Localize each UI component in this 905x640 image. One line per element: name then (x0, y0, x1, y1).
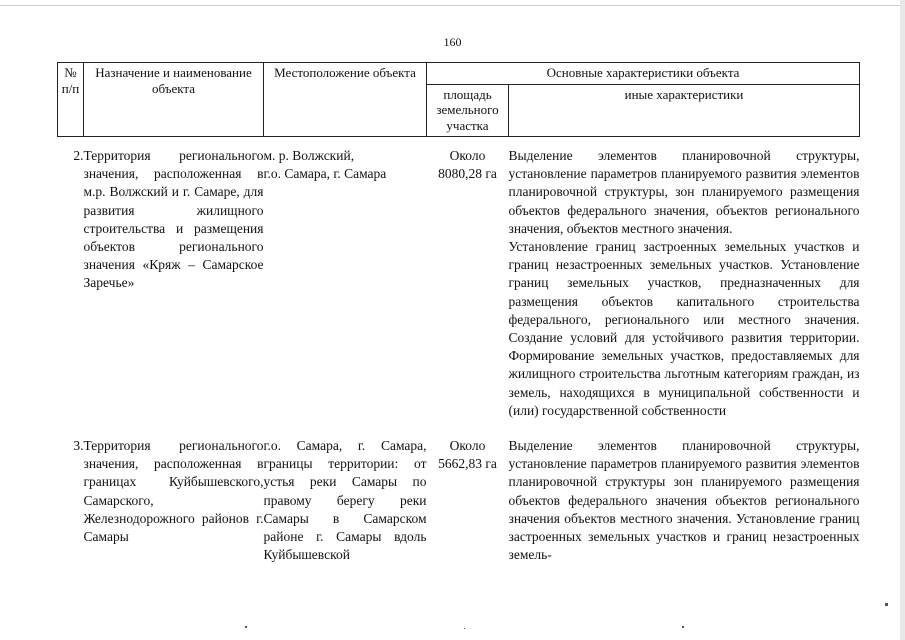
scan-speck (682, 626, 684, 628)
object-location (264, 137, 427, 421)
object-area (427, 137, 509, 421)
characteristics-paragraph: Выделение элементов планировочной структуры, установление параметров планируемого развития элементов планировочной структуры, зон планируемого размещения объектов федерального значения, объектов регионального значения, объектов местного значения. (508, 148, 860, 236)
characteristics-paragraph: Выделение элементов планировочной структуры, установление параметров планируемого развития элементов планировочной структуры зон планируемого размещения объектов федерального значения объектов регионального значения объектов местного значения. Установление границ застроенных земельных участков и границ незастроенных земель- (508, 438, 860, 563)
area-prefix: Около (449, 438, 486, 454)
header-location: Местоположение объекта (264, 63, 427, 137)
row-number: 2. (73, 148, 84, 163)
page-number: 160 (443, 35, 462, 49)
location-line: м. р. Волжский, (263, 148, 355, 163)
area-prefix: Около (449, 148, 486, 163)
header-area: площадь земельного участка (427, 84, 509, 137)
characteristics-paragraph: Установление границ застроенных земельных участков и границ незастроенных земельных участков. Установление границ земельных участков, предназначенных для размещения объектов капитального строительства федерального, регионального или местного значения. Создание условий для устойчивого развития территории. Формирование земельных участков, предоставляемых для жилищного строительства льготным категориям граждан, из земель, находящихся в муниципальной собственности и (или) государственной собственности (508, 239, 860, 418)
table-row (58, 137, 860, 421)
table-row (58, 420, 860, 564)
object-name: Территория регионального значения, расположенная в границах Куйбышевского, Самарского, Железнодорожного районов г. Самары (83, 438, 264, 545)
scan-edge-line (0, 5, 905, 6)
scan-speck (245, 626, 247, 628)
header-num: № п/п (58, 63, 84, 137)
object-location: г.о. Самара, г. Самара, границы территории: от устья реки Самары по правому берегу реки Самары в Самарском районе г. Самары вдоль Куйбышевской (263, 438, 427, 563)
header-name: Назначение и наименование объекта (84, 63, 264, 137)
scan-right-edge (900, 0, 905, 640)
area-value: 8080,28 га (438, 166, 497, 182)
location-line: г.о. Самара, г. Самара (263, 166, 387, 182)
objects-table (57, 62, 860, 564)
header-other: иные характеристики (509, 84, 860, 137)
object-characteristics (509, 420, 860, 564)
row-number: 3. (73, 438, 84, 454)
area-value: 5662,83 га (438, 456, 497, 472)
header-characteristics: Основные характеристики объекта (427, 63, 860, 85)
object-name: Территория регионального значения, расположенная в м.р. Волжский и г. Самаре, для развития жилищного строительства и размещения объектов регионального значения «Кряж – Самарское Заречье» (83, 148, 264, 291)
object-area (427, 420, 509, 564)
scan-speck (885, 603, 888, 606)
object-characteristics (509, 137, 860, 421)
scan-speck (464, 628, 465, 629)
